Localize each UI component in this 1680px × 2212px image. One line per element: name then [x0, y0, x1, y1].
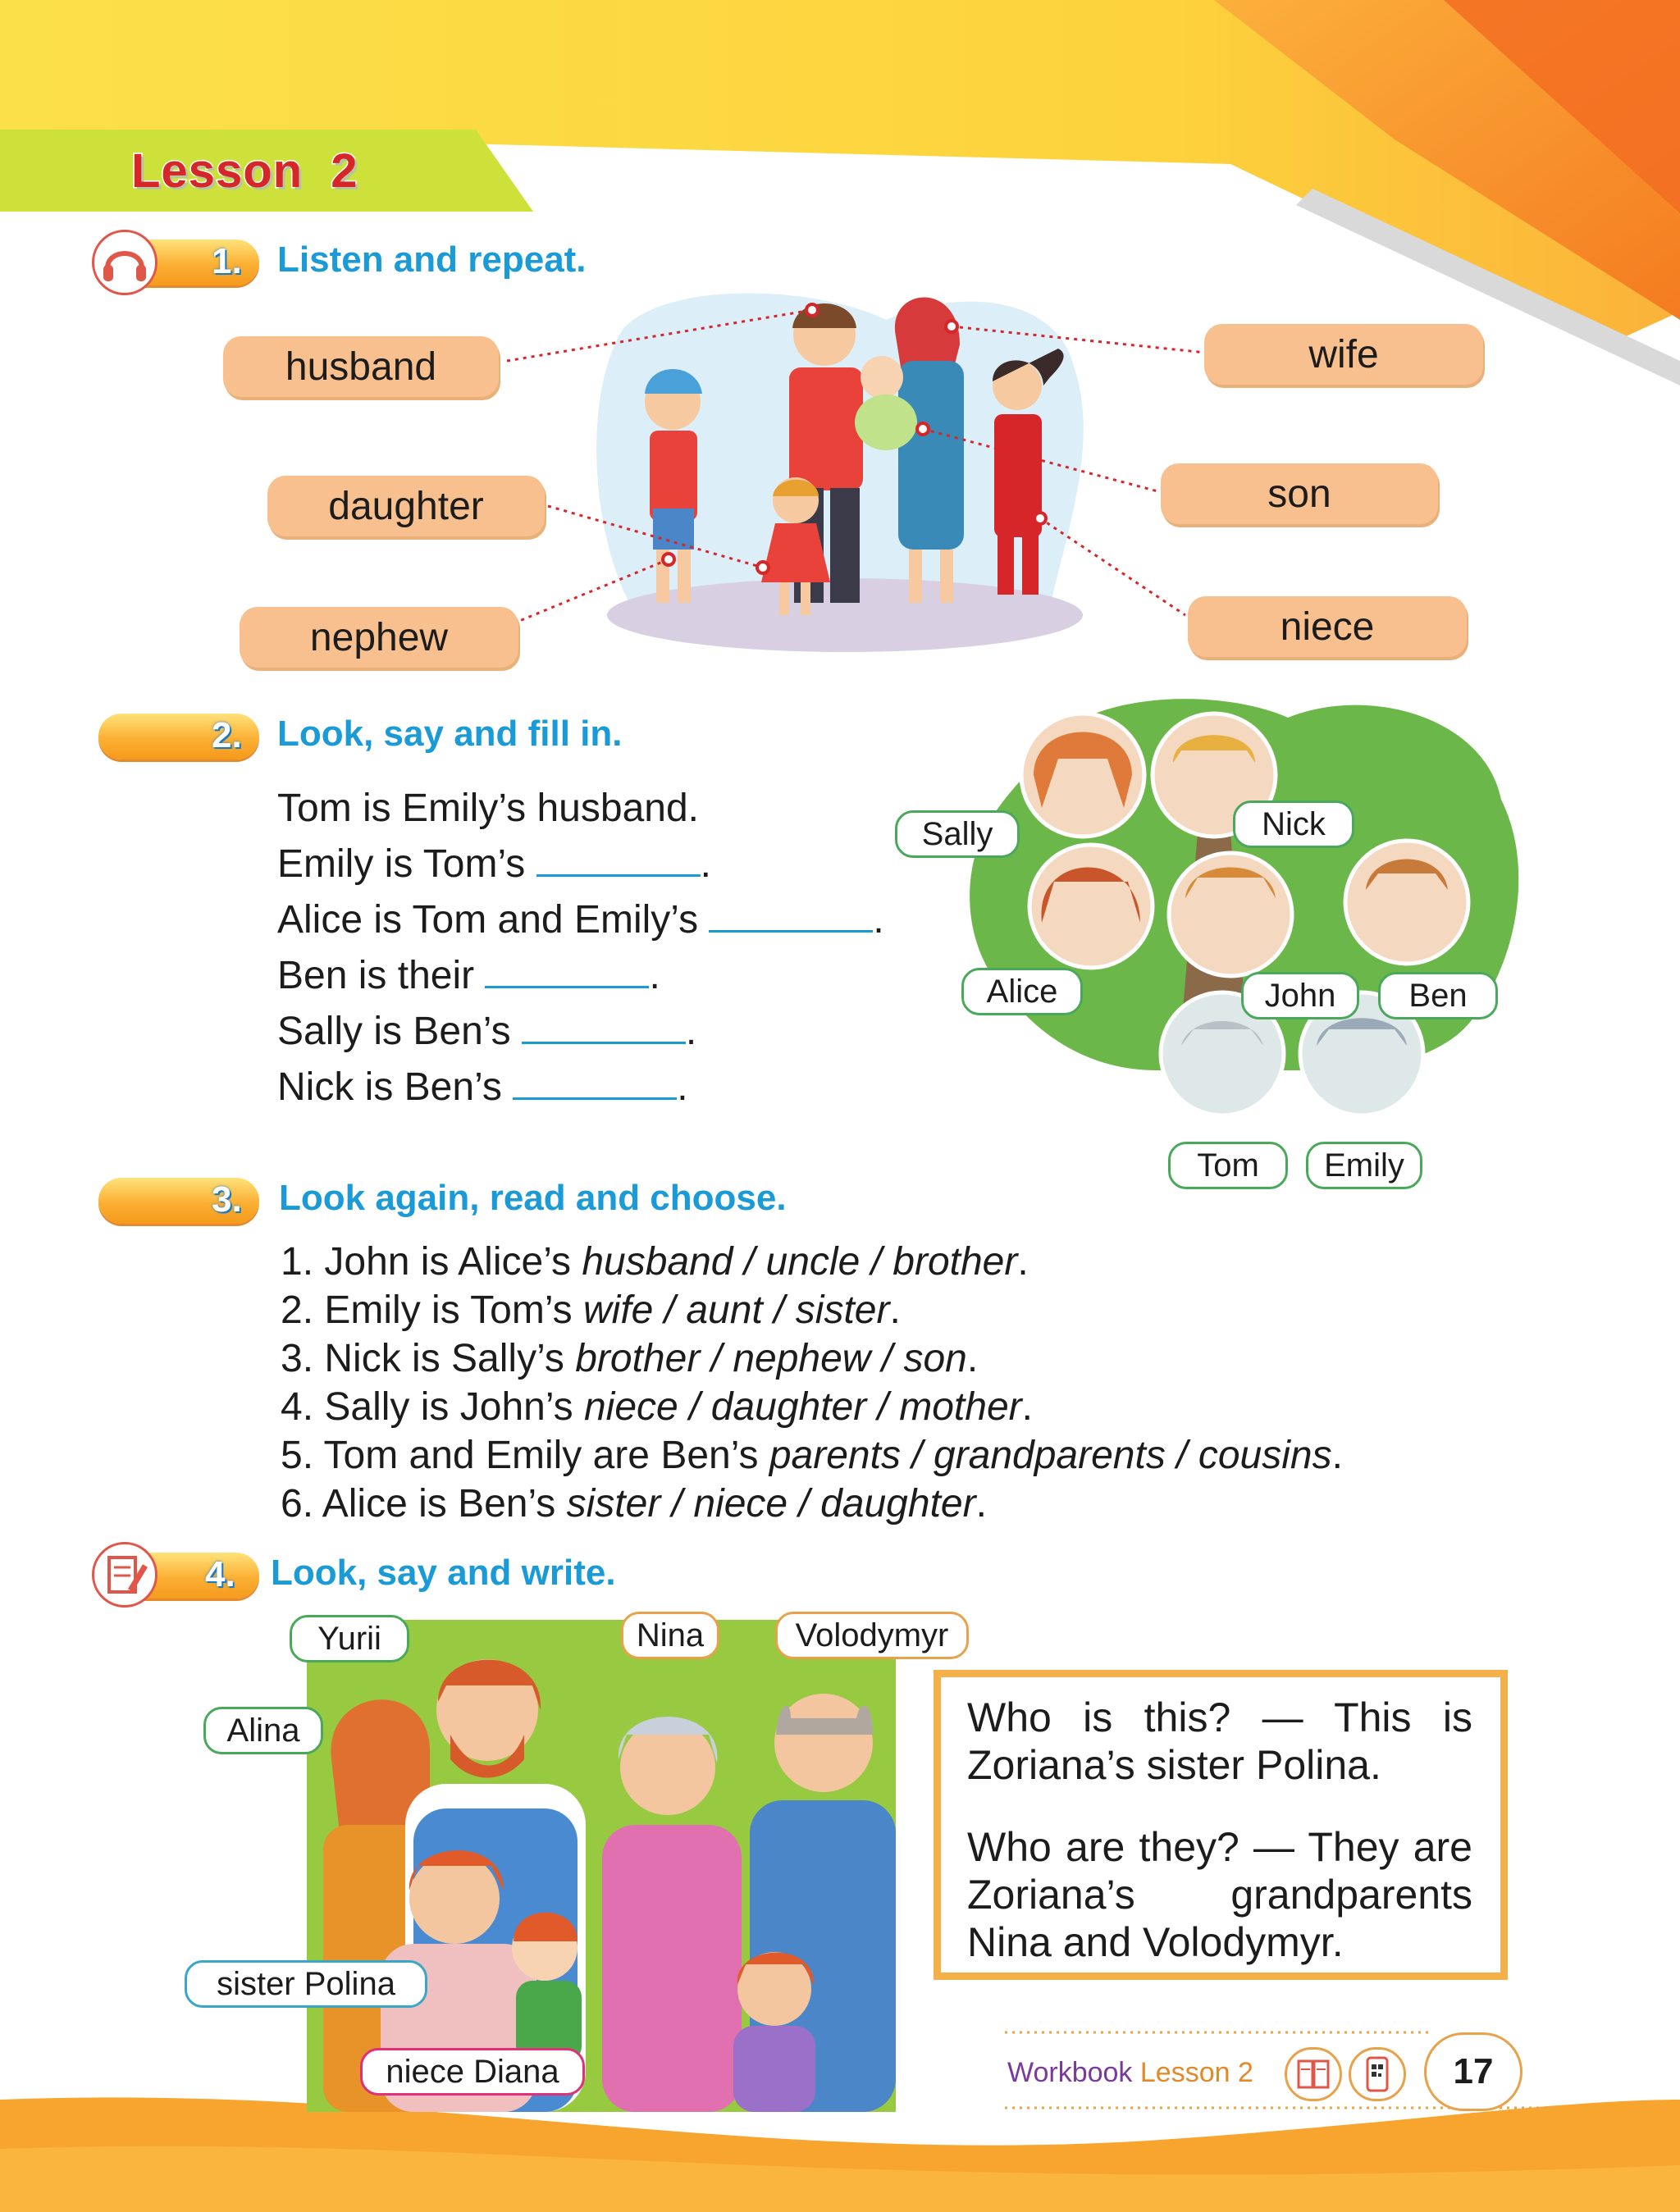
workbook-icon[interactable] — [1285, 2047, 1342, 2101]
exercise2-sentences — [277, 781, 884, 1115]
photo-name-volodymyr: Volodymyr — [775, 1612, 969, 1659]
qr-phone-icon[interactable] — [1349, 2047, 1406, 2101]
vocab-nephew[interactable]: nephew — [240, 607, 518, 668]
tree-name-tom: Tom — [1168, 1142, 1288, 1189]
photo-name-niece-diana: niece Diana — [360, 2048, 585, 2096]
photo-name-sister-polina: sister Polina — [185, 1960, 427, 2008]
family-tree-illustration — [943, 685, 1534, 1177]
answer-blank[interactable] — [522, 1009, 686, 1044]
choose-item-3: 3. Nick is Sally’s brother / nephew / son. — [281, 1337, 979, 1380]
answer-blank[interactable] — [513, 1065, 677, 1100]
page-number: 17 — [1424, 2032, 1522, 2111]
pencil-notebook-icon[interactable] — [92, 1542, 158, 1608]
vocab-niece[interactable]: niece — [1188, 596, 1467, 657]
tree-name-emily: Emily — [1306, 1142, 1422, 1189]
exercise4-title: Look, say and write. — [271, 1553, 616, 1593]
workbook-reference[interactable]: Workbook Lesson 2 — [1007, 2057, 1253, 2088]
exercise4-number: 4. — [205, 1554, 235, 1594]
choice-options[interactable]: parents / grandparents / cousins — [769, 1434, 1332, 1477]
tree-name-nick: Nick — [1233, 800, 1354, 848]
vocab-son[interactable]: son — [1161, 463, 1438, 524]
sentence-4: Ben is their . — [277, 954, 660, 997]
exercise3-number: 3. — [212, 1179, 242, 1220]
sentence-1: Tom is Emily’s husband. — [277, 787, 699, 830]
dialog-line-2: Who are they? — They are Zoriana’s grandparents Nina and Volodymyr. — [967, 1824, 1472, 1965]
vocab-husband[interactable]: husband — [223, 336, 499, 397]
choice-options[interactable]: husband / uncle / brother — [582, 1240, 1018, 1284]
vocab-daughter[interactable]: daughter — [267, 476, 545, 536]
answer-blank[interactable] — [485, 953, 649, 988]
dialog-line-1: Who is this? — This is Zoriana’s sister Polina. — [967, 1694, 1472, 1788]
exercise1-title: Listen and repeat. — [277, 239, 587, 280]
family-photo-illustration — [307, 1620, 896, 2112]
photo-name-yurii: Yurii — [290, 1615, 409, 1662]
choice-options[interactable]: brother / nephew / son — [575, 1337, 967, 1380]
choose-item-5: 5. Tom and Emily are Ben’s parents / grandparents / cousins. — [281, 1434, 1343, 1477]
exercise1-number: 1. — [212, 241, 242, 281]
sentence-6: Nick is Ben’s . — [277, 1065, 688, 1109]
tree-name-ben: Ben — [1378, 972, 1498, 1019]
tree-name-sally: Sally — [895, 810, 1020, 858]
tree-name-john: John — [1241, 972, 1359, 1019]
choose-item-2: 2. Emily is Tom’s wife / aunt / sister. — [281, 1288, 901, 1332]
answer-blank[interactable] — [536, 841, 701, 877]
answer-blank[interactable] — [709, 897, 873, 933]
choose-item-1: 1. John is Alice’s husband / uncle / brother. — [281, 1240, 1029, 1284]
choose-item-4: 4. Sally is John’s niece / daughter / mother. — [281, 1385, 1033, 1429]
dialog-box — [934, 1670, 1508, 1980]
exercise2-title: Look, say and fill in. — [277, 714, 623, 754]
sentence-5: Sally is Ben’s . — [277, 1010, 697, 1053]
choice-options[interactable]: sister / niece / daughter — [566, 1482, 976, 1526]
sentence-3: Alice is Tom and Emily’s . — [277, 898, 884, 942]
choice-options[interactable]: niece / daughter / mother — [583, 1385, 1022, 1429]
choice-options[interactable]: wife / aunt / sister — [582, 1288, 890, 1332]
photo-name-alina: Alina — [203, 1707, 323, 1754]
exercise2-number: 2. — [212, 715, 242, 755]
photo-name-nina: Nina — [621, 1612, 719, 1659]
lesson-title: Lesson 2 — [131, 144, 358, 198]
choose-item-6: 6. Alice is Ben’s sister / niece / daughter. — [281, 1482, 987, 1526]
vocab-wife[interactable]: wife — [1204, 324, 1483, 385]
tree-name-alice: Alice — [961, 968, 1083, 1015]
exercise3-items — [281, 1238, 1343, 1528]
exercise3-title: Look again, read and choose. — [279, 1178, 787, 1218]
sentence-2: Emily is Tom’s . — [277, 842, 711, 886]
